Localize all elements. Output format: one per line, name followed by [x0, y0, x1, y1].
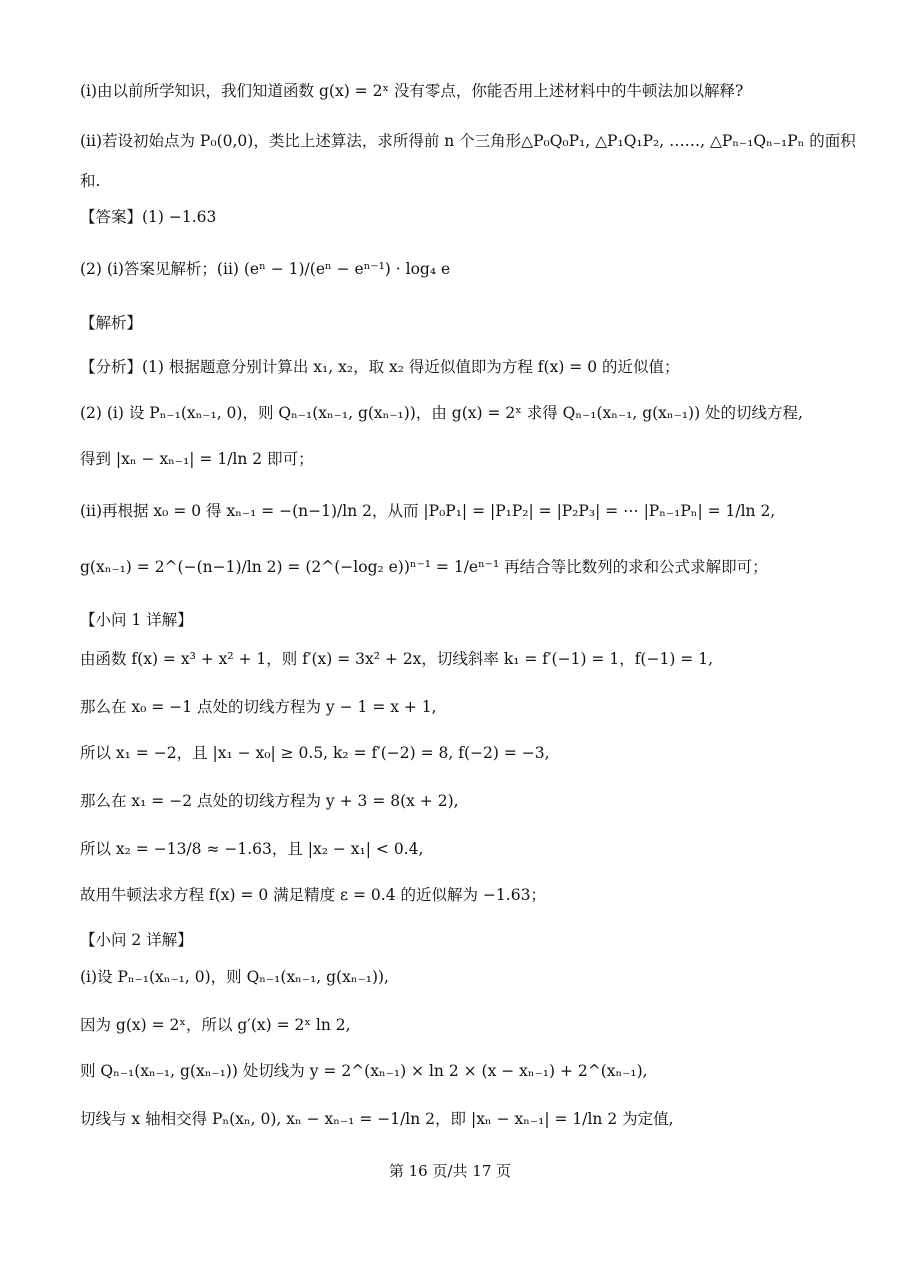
- text-line: 故用牛顿法求方程 f(x) = 0 满足精度 ε = 0.4 的近似解为 −1.63；: [80, 886, 546, 904]
- text-line: 【分析】(1) 根据题意分别计算出 x₁, x₂，取 x₂ 得近似值即为方程 f(x) = 0 的近似值；: [80, 358, 680, 376]
- text-line: (2) (i) 设 Pₙ₋₁(xₙ₋₁, 0)，则 Qₙ₋₁(xₙ₋₁, g(xₙ₋₁))，由 g(x) = 2ˣ 求得 Qₙ₋₁(xₙ₋₁, g(xₙ₋₁)) 处的切线方程,: [80, 404, 803, 422]
- text-line: 那么在 x₁ = −2 点处的切线方程为 y + 3 = 8(x + 2),: [80, 792, 459, 810]
- text-line: g(xₙ₋₁) = 2^(−(n−1)/ln 2) = (2^(−log₂ e))ⁿ⁻¹ = 1/eⁿ⁻¹ 再结合等比数列的求和公式求解即可；: [80, 558, 768, 576]
- section-heading: 【小问 2 详解】: [80, 931, 193, 949]
- text-line: 所以 x₂ = −13/8 ≈ −1.63，且 |x₂ − x₁| < 0.4,: [80, 840, 424, 858]
- answer-line: (2) (i)答案见解析；(ii) (eⁿ − 1)/(eⁿ − eⁿ⁻¹) · log₄ e: [80, 260, 451, 278]
- answer-line: 【答案】(1) −1.63: [80, 208, 217, 226]
- text-line: 所以 x₁ = −2，且 |x₁ − x₀| ≥ 0.5, k₂ = f′(−2) = 8, f(−2) = −3,: [80, 744, 550, 762]
- page-footer: 第 16 页/共 17 页: [388, 1162, 512, 1180]
- text-line: 则 Qₙ₋₁(xₙ₋₁, g(xₙ₋₁)) 处切线为 y = 2^(xₙ₋₁) × ln 2 × (x − xₙ₋₁) + 2^(xₙ₋₁),: [80, 1062, 648, 1080]
- text-line: 切线与 x 轴相交得 Pₙ(xₙ, 0), xₙ − xₙ₋₁ = −1/ln 2，即 |xₙ − xₙ₋₁| = 1/ln 2 为定值,: [80, 1110, 674, 1128]
- section-heading: 【小问 1 详解】: [80, 611, 193, 629]
- text-line: (ii)再根据 x₀ = 0 得 xₙ₋₁ = −(n−1)/ln 2，从而 |P₀P₁| = |P₁P₂| = |P₂P₃| = ⋯ |Pₙ₋₁Pₙ| = 1/ln 2,: [80, 502, 776, 520]
- text-line: 因为 g(x) = 2ˣ，所以 g′(x) = 2ˣ ln 2,: [80, 1016, 351, 1034]
- text-line: 和.: [80, 172, 101, 190]
- text-line: (i)设 Pₙ₋₁(xₙ₋₁, 0)，则 Qₙ₋₁(xₙ₋₁, g(xₙ₋₁)),: [80, 968, 389, 986]
- text-line: 那么在 x₀ = −1 点处的切线方程为 y − 1 = x + 1,: [80, 698, 437, 716]
- text-line: 得到 |xₙ − xₙ₋₁| = 1/ln 2 即可；: [80, 450, 314, 468]
- text-line: 由函数 f(x) = x³ + x² + 1，则 f′(x) = 3x² + 2x，切线斜率 k₁ = f′(−1) = 1，f(−1) = 1,: [80, 650, 714, 668]
- text-line: (ii)若设初始点为 P₀(0,0)，类比上述算法，求所得前 n 个三角形△P₀Q₀P₁, △P₁Q₁P₂, ……, △Pₙ₋₁Qₙ₋₁Pₙ 的面积: [80, 132, 856, 150]
- section-heading: 【解析】: [80, 314, 143, 332]
- text-line: (i)由以前所学知识，我们知道函数 g(x) = 2ˣ 没有零点，你能否用上述材料中的牛顿法加以解释?: [80, 82, 744, 100]
